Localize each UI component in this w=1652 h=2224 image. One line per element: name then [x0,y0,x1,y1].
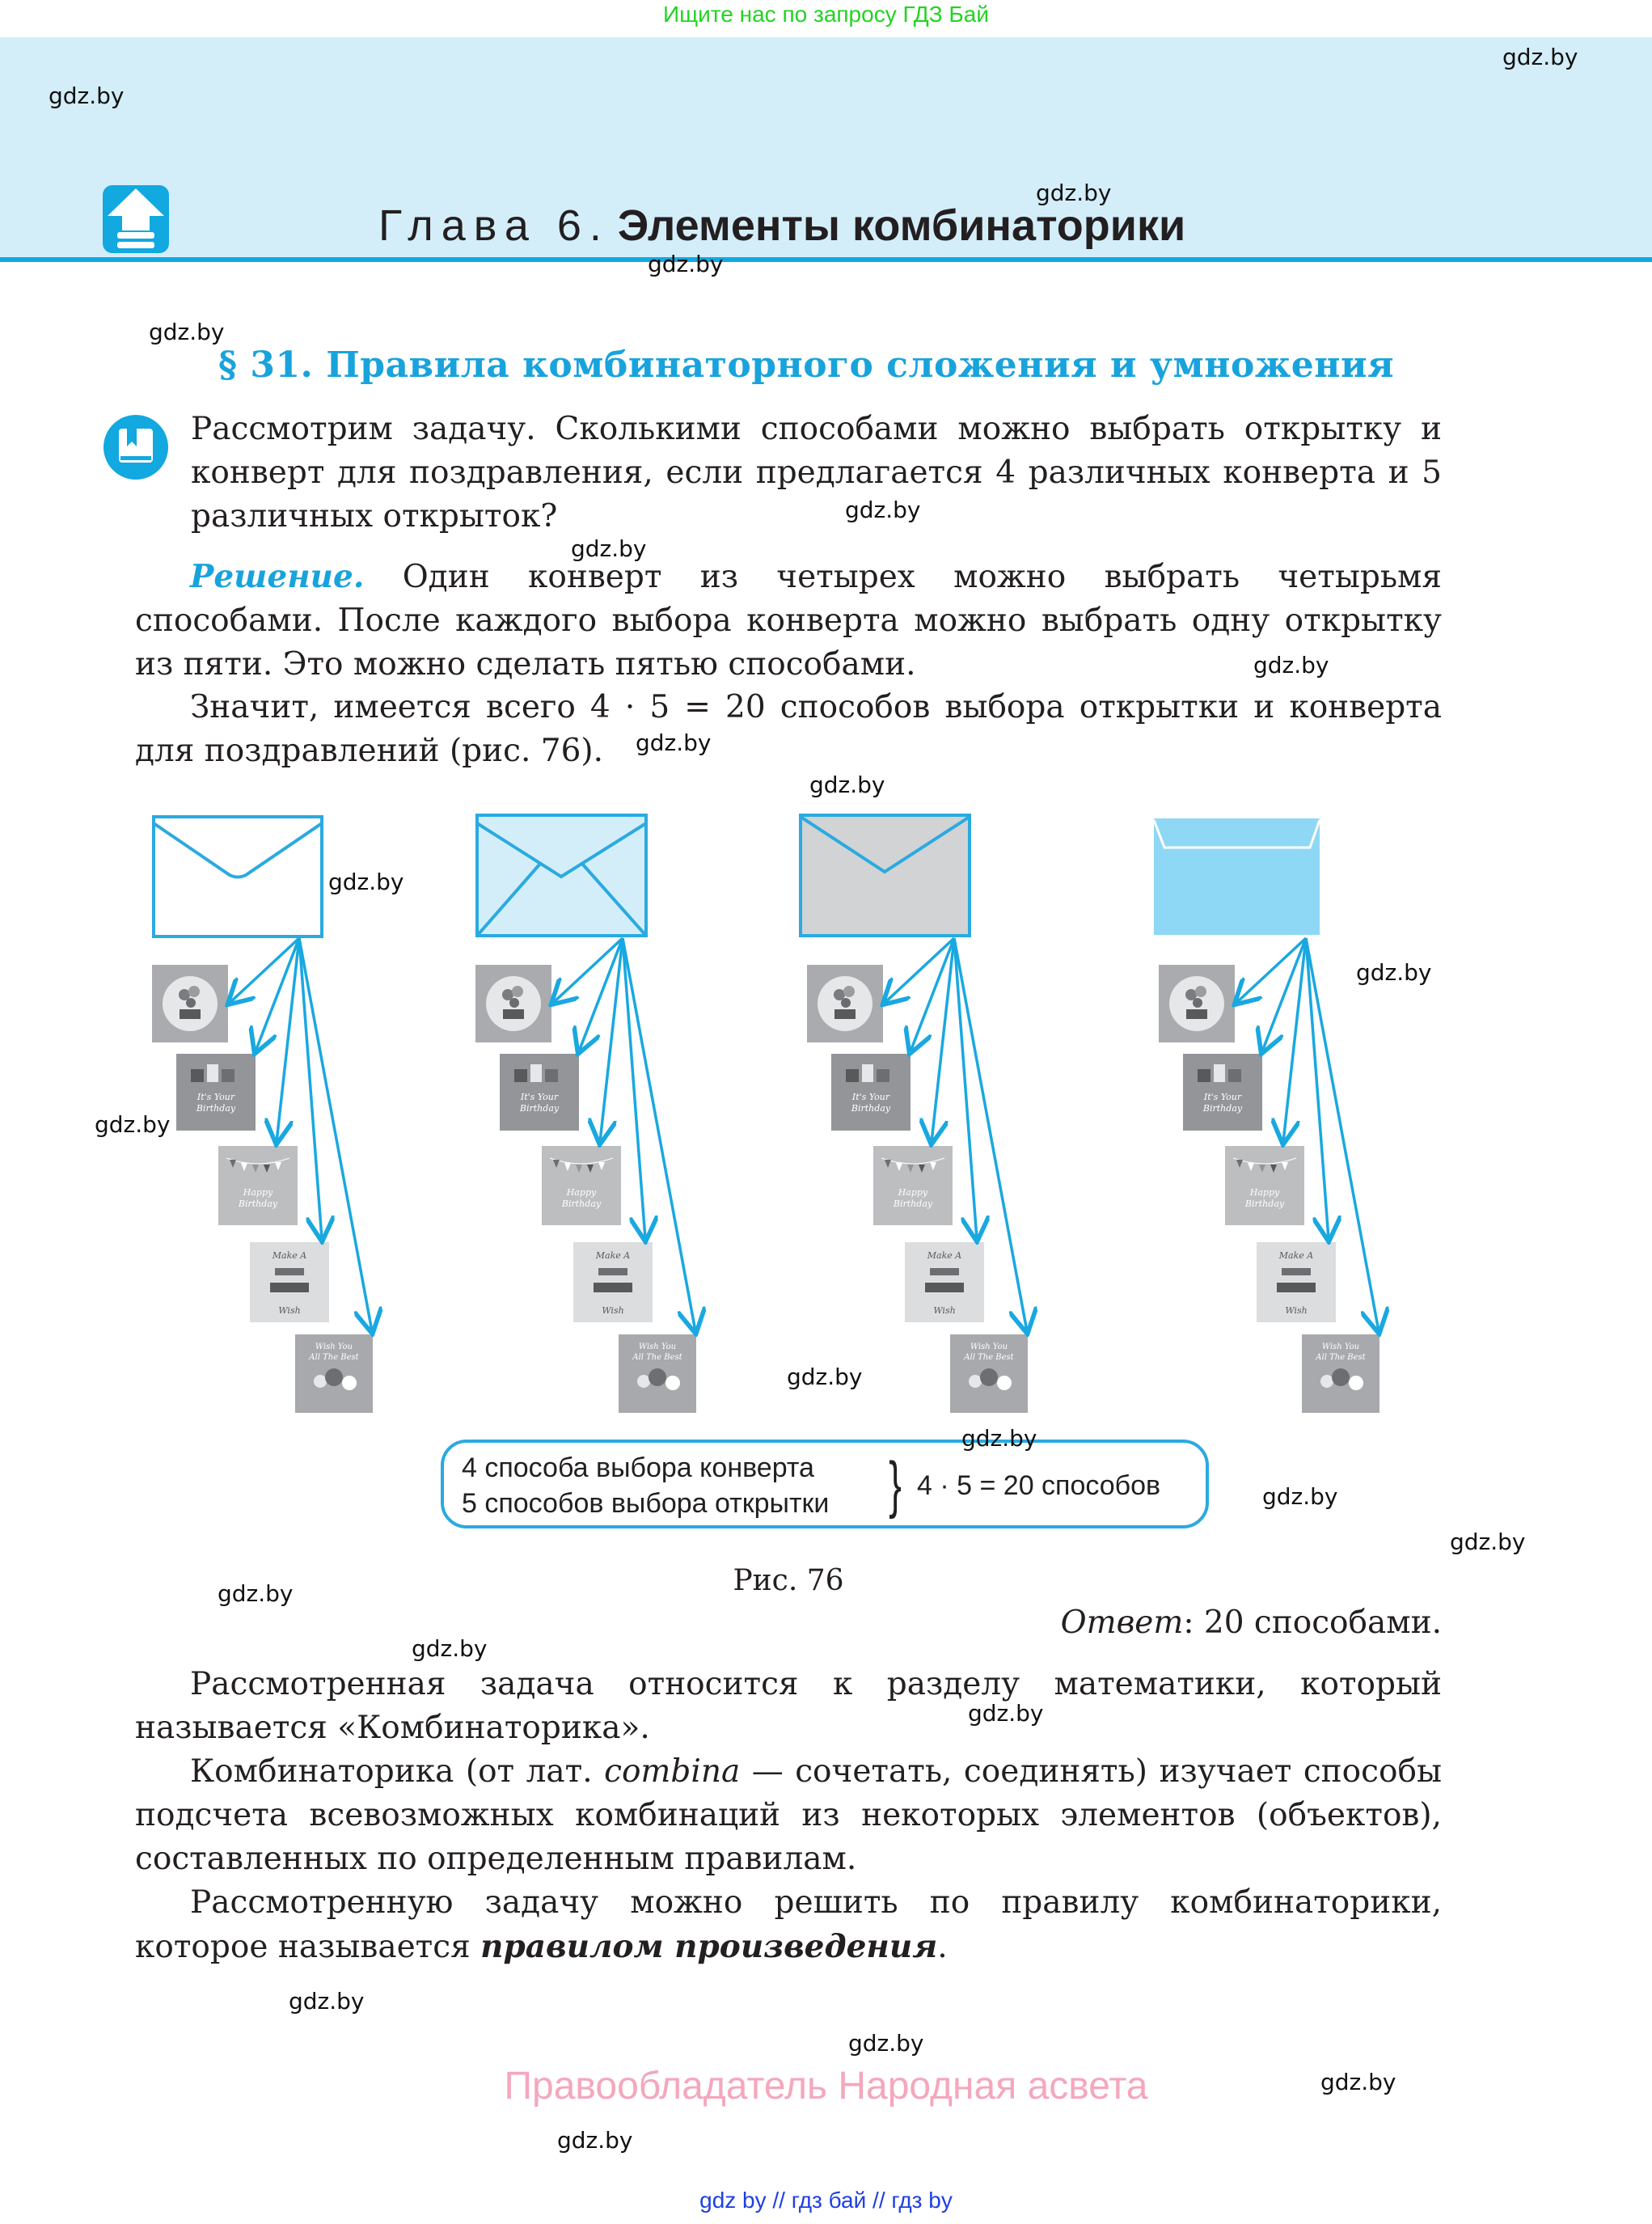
book-icon [103,414,169,480]
watermark: gdz.by [1262,1483,1338,1510]
definition-text-b: — сочетать, соединять) изучает способы подсчета всевозможных комбинаций из некоторых элементов (объектов), составленных по определенным правилам. [135,1753,1442,1877]
watermark: gdz.by [1253,652,1329,679]
watermark: gdz.by [557,2127,633,2154]
watermark: gdz.by [218,1580,294,1607]
card-ways: 5 способов выбора открытки [462,1488,830,1519]
watermark: gdz.by [49,82,125,109]
watermark: gdz.by [95,1111,171,1138]
rule-text: Рассмотренную задачу можно решить по правилу комбинаторики, которое называется [135,1884,1442,1965]
formula-box [441,1440,1209,1528]
watermark: gdz.by [289,1988,365,2015]
product-rule-paragraph [135,1881,1442,1969]
watermark: gdz.by [412,1635,488,1662]
product-rule-term: правилом произведения [480,1928,938,1965]
page-title [378,201,1185,251]
header-divider [0,257,1652,262]
home-up-arrow-icon[interactable] [103,185,169,253]
answer [0,1605,1442,1641]
footer-links[interactable]: gdz by // гдз бай // гдз by [699,2188,953,2213]
watermark: gdz.by [845,497,921,523]
watermark: gdz.by [1502,44,1578,70]
watermark: gdz.by [787,1364,863,1390]
rule-end: . [937,1929,948,1965]
solution-text: Один конверт из четырех можно выбрать четырьмя способами. После каждого выбора конверта можно выбрать одну открытку из пяти. Это можно сделать пятью способами. [135,559,1442,683]
blue-envelope [1154,818,1320,935]
answer-text: : 20 способами. [1183,1605,1442,1641]
latin-term: combina [604,1753,741,1790]
combinatorics-intro: Рассмотренная задача относится к разделу математики, который называется «Комбинаторика». [135,1666,1442,1746]
watermark: gdz.by [961,1425,1037,1452]
solution-conclusion: Значит, имеется всего 4 · 5 = 20 способов выбора открытки и конверта для поздравлений (рис. 76). [135,689,1442,769]
watermark: gdz.by [328,869,404,895]
brace: } [889,1448,902,1520]
watermark: gdz.by [1450,1528,1526,1555]
watermark: gdz.by [1356,959,1432,986]
combinatorics-definition [135,1750,1442,1881]
chapter-name: Элементы комбинаторики [617,201,1186,250]
envelope-ways: 4 способа выбора конверта [462,1452,814,1483]
figure-76-diagram [0,801,1652,1431]
solution-paragraph [135,555,1442,687]
answer-label: Ответ [1060,1605,1184,1641]
gray-envelope [801,815,970,936]
copyright-notice: Правообладатель Народная асвета [504,2065,1148,2108]
watermark: gdz.by [809,772,885,798]
watermark: gdz.by [149,319,225,345]
watermark: gdz.by [968,1700,1044,1727]
watermark: gdz.by [1320,2069,1396,2095]
section-title: § 31. Правила комбинаторного сложения и умножения [218,345,1395,386]
watermark: gdz.by [1036,180,1112,206]
formula-result: 4 · 5 = 20 способов [917,1470,1161,1501]
chapter-label: Глава 6. [378,201,610,250]
solution-label: Решение. [190,558,365,595]
white-envelope [154,817,322,937]
light-blue-envelope [477,815,646,936]
definition-text-a: Комбинаторика (от лат. [190,1753,605,1790]
watermark: gdz.by [648,251,724,277]
watermark: gdz.by [636,729,712,756]
search-hint-banner: Ищите нас по запросу ГДЗ Бай [662,2,990,27]
watermark: gdz.by [571,535,647,562]
figure-caption: Рис. 76 [733,1564,844,1597]
problem-text: Рассмотрим задачу. Сколькими способами можно выбрать открытку и конверт для поздравления, если предлагается 4 различных конверта и 5 различных открыток? [191,411,1442,535]
watermark: gdz.by [848,2030,924,2057]
